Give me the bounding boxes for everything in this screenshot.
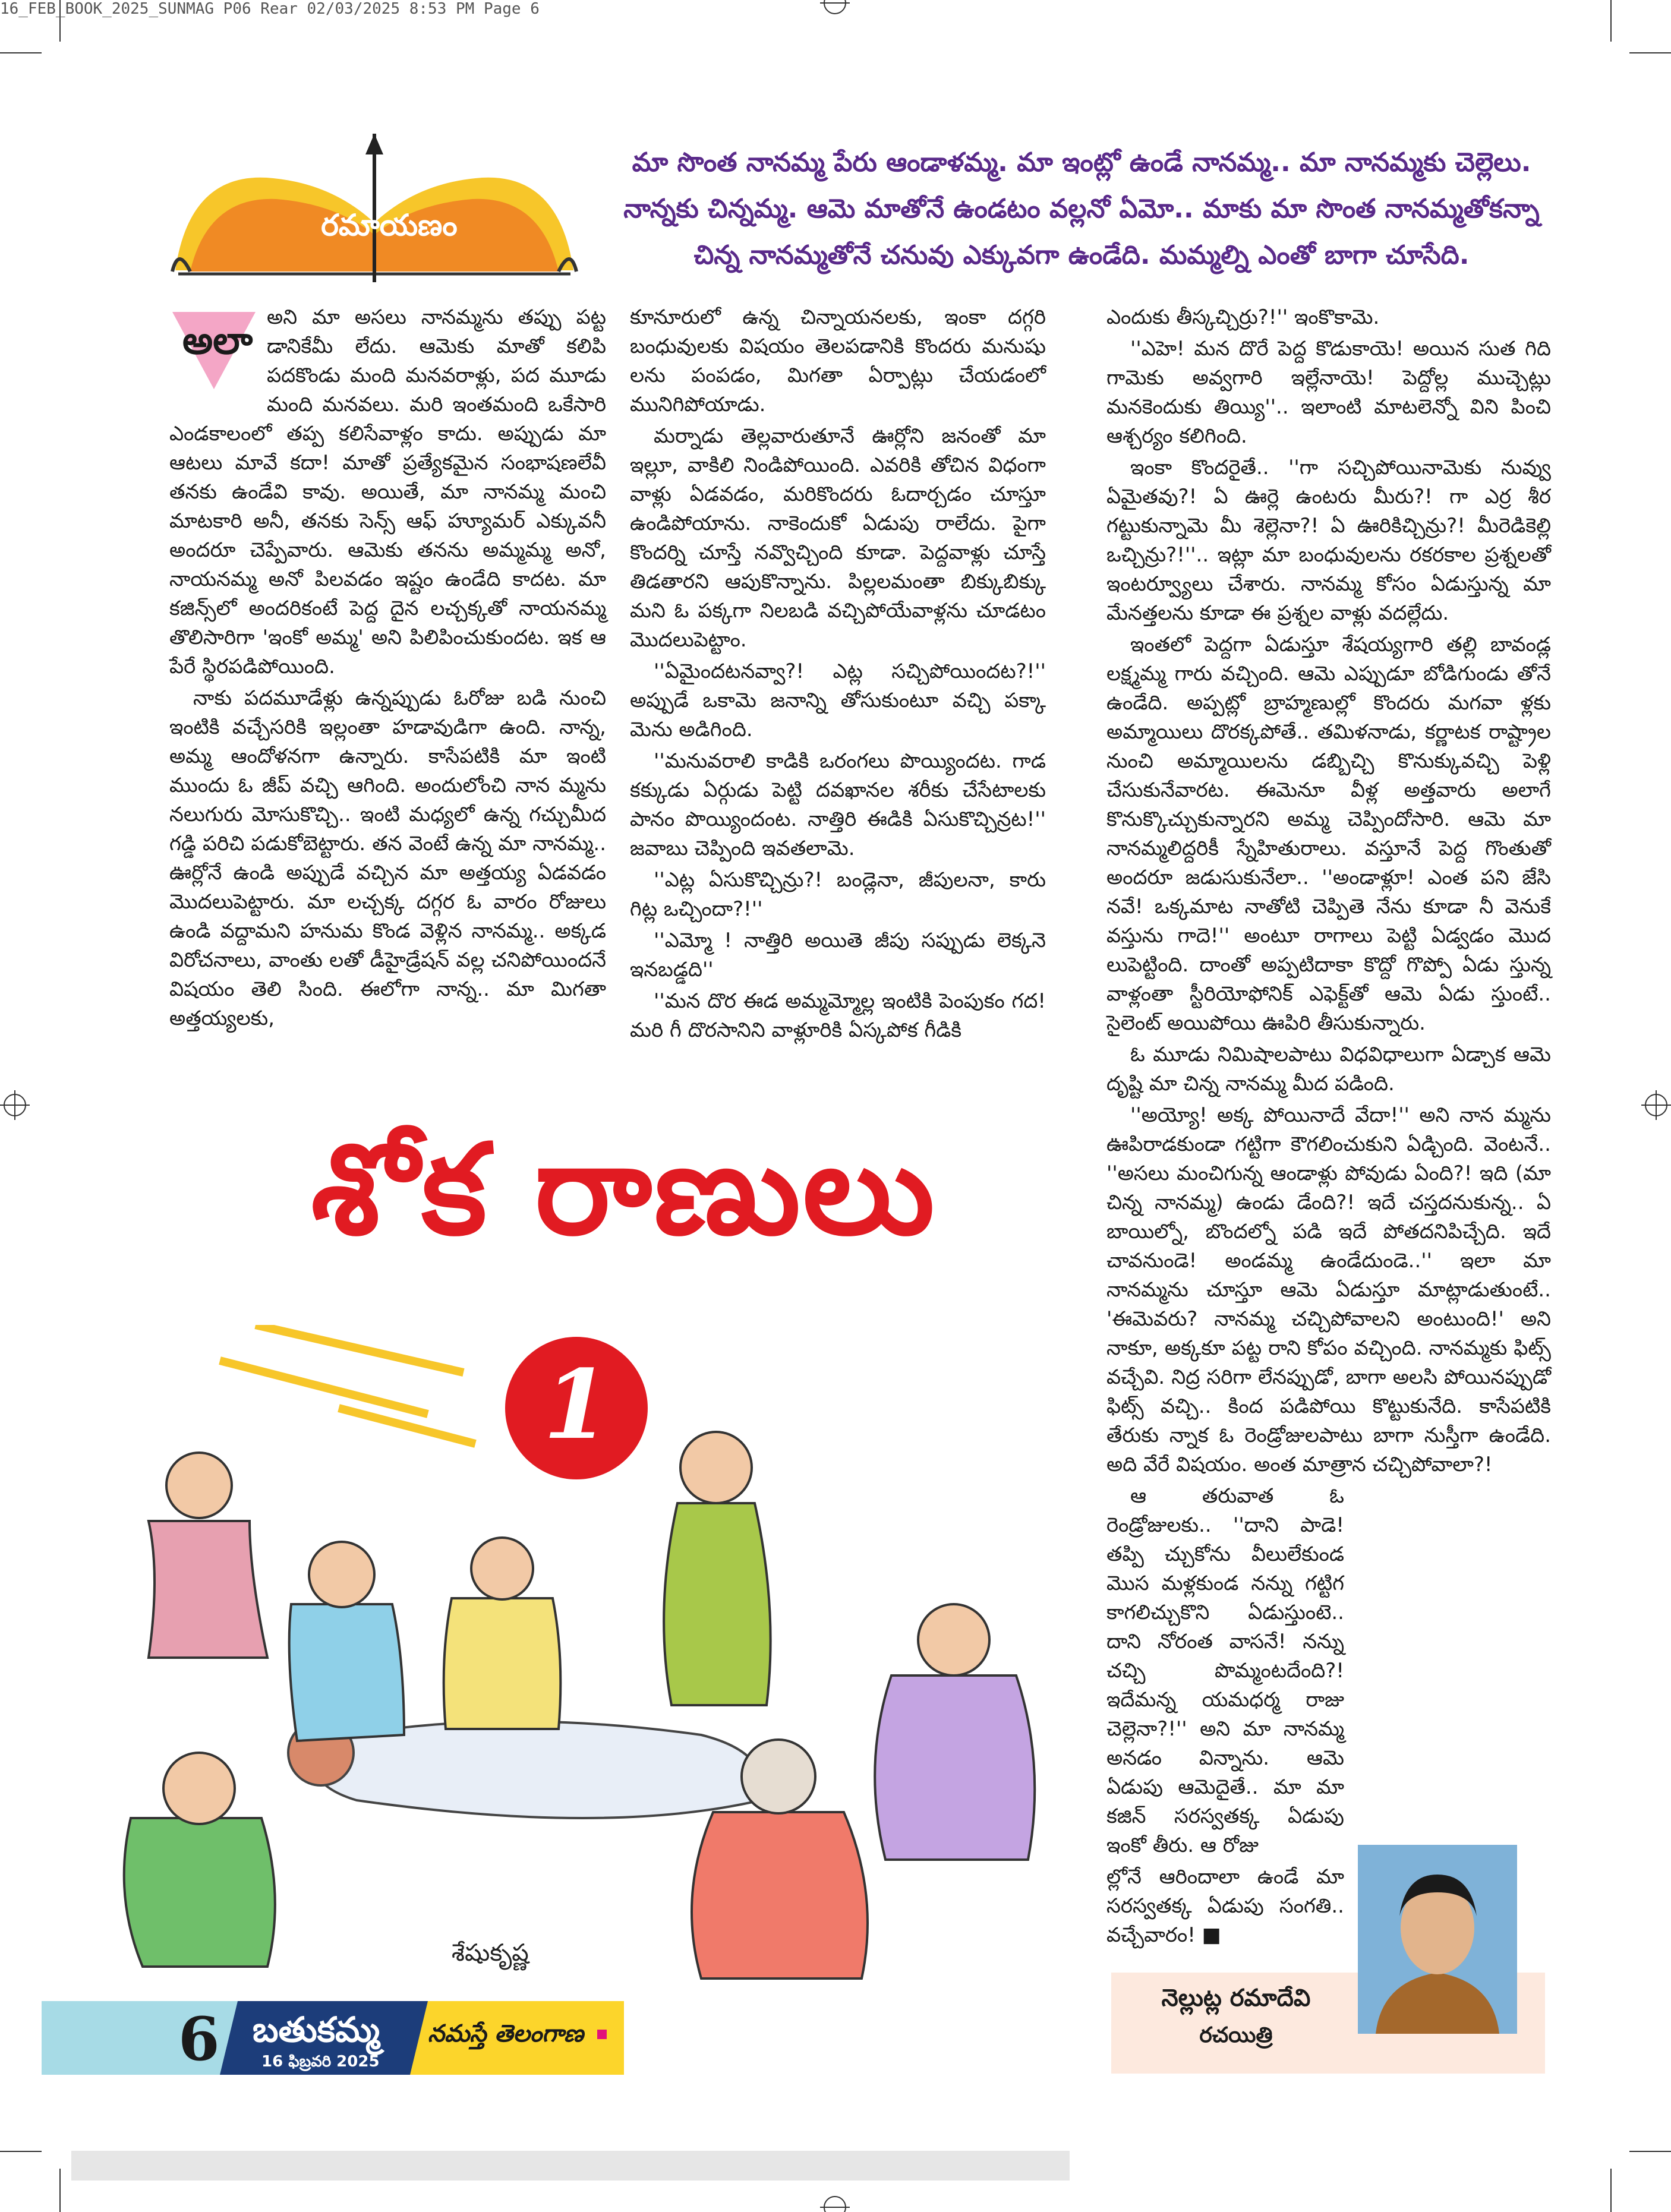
body-paragraph: ''మన దొర ఈడ అమ్మమ్మోల్ల ఇంటికి పెంపుకం గద! మరి గీ దొరసానిని వాళ్లూరికి ఏస్కపోక గీడికి <box>630 989 1046 1042</box>
drop-cap-text: అలా <box>182 319 253 363</box>
intro-line: మా సొంత నానమ్మ పేరు ఆండాళమ్మ. మా ఇంట్లో ఉండే నానమ్మ.. మా నానమ్మకు చెల్లెలు. <box>632 147 1531 178</box>
crop-mark <box>1610 2169 1612 2212</box>
body-paragraph: ఆ తరువాత ఓ రెండ్రోజులకు.. ''దాని పాడె! తప్పి చ్చుకోను వీలులేకుండ మొస మళ్లకుండ నన్ను గట్టిగ కాగలిచ్చుకొని ఏడుస్తుంటె.. దాని నోరంత వాసనే! నన్ను చచ్చి పొమ్మంటదేంది?! ఇదేమన్న యమధర్మ రాజు చెల్లెనా?!'' అని మా నానమ్మ అనడం విన్నాను. ఆమె ఏడుపు ఆమెదైతే.. మా మా కజిన్ సరస్వతక్క ఏడుపు ఇంకో తీరు. ఆ రోజు <box>1106 1484 1344 1857</box>
article-column-2 <box>630 303 1046 1047</box>
body-paragraph: ఓ మూడు నిమిషాలపాటు విధవిధాలుగా ఏడ్చాక ఆమె దృష్టి మా చిన్న నానమ్మ మీద పడింది. <box>1106 1043 1551 1096</box>
article-column-3 <box>1106 303 1551 1952</box>
crop-mark <box>0 52 42 53</box>
body-paragraph: మర్నాడు తెల్లవారుతూనే ఊర్లోని జనంతో మా ఇల్లూ, వాకిలి నిండిపోయింది. ఎవరికి తోచిన విధంగా వాళ్లు ఏడవడం, మరికొందరు ఓదార్చడం చూస్తూ ఉండిపోయాను. నాకెందుకో ఏడుపు రాలేదు. పైగా కొందర్ని చూస్తే నవ్వొచ్చింది కూడా. పెద్దవాళ్లు చూస్తే తిడతారని ఆపుకొన్నాను. పిల్లలమంతా బిక్కుబిక్కు మని ఓ పక్కగా నిలబడి వచ్చిపోయేవాళ్లను చూడటం మొదలుపెట్టాం. <box>630 424 1046 652</box>
intro-line: చిన్న నానమ్మతోనే చనువు ఎక్కువగా ఉండేది. మమ్మల్ని ఎంతో బాగా చూసేది. <box>693 240 1470 270</box>
body-paragraph: నాకు పదమూడేళ్లు ఉన్నప్పుడు ఓరోజు బడి నుంచి ఇంటికి వచ్చేసరికి ఇల్లంతా హడావుడిగా ఉంది. నాన్న, అమ్మ ఆందోళనగా ఉన్నారు. కాసేపటికి మా ఇంటి ముందు ఓ జీప్ వచ్చి ఆగింది. అందులోంచి నాన మ్మను నలుగురు మోసుకొచ్చి.. ఇంటి మధ్యలో ఉన్న గచ్చుమీద గడ్డి పరిచి పడుకోబెట్టారు. తన వెంటే ఉన్న మా నానమ్మ.. ఊర్లోనే ఉండి అప్పుడే వచ్చిన మా అత్తయ్య ఏడవడం మొదలుపెట్టారు. మా లచ్చక్క దగ్గర ఓ వారం రోజులు ఉండి వద్దామని హనుమ కొండ వెళ్లిన నానమ్మ.. అక్కడ విరోచనాలు, వాంతు లతో డీహైడ్రేషన్ వల్ల చనిపోయిందనే విషయం తెలి సింది. ఈలోగా నాన్న.. మా మిగతా అత్తయ్యలకు, <box>169 686 606 1030</box>
body-paragraph: ఇంకా కొందరైతే.. ''గా సచ్చిపోయినామెకు నువ్వు ఏమైతవు?! ఏ ఊర్లె ఉంటరు మీరు?! గా ఎర్ర శీర గట్టుకున్నామె మీ శెల్లెనా?! ఏ ఊరికిచ్చిన్రు?! మీరెడికెల్లి ఒచ్చిన్రు?!''.. ఇట్లా మా బంధువులను రకరకాల ప్రశ్నలతో ఇంటర్వ్యూలు చేశారు. నానమ్మ కోసం ఏడుస్తున్న మా మేనత్తలను కూడా ఈ ప్రశ్నల వాళ్లు వదల్లేదు. <box>1106 456 1551 625</box>
newspaper-name: నమస్తే తెలంగాణ <box>428 2020 584 2047</box>
body-paragraph: ''ఏమైందటనవ్వా?! ఎట్ల సచ్చిపోయిందట?!'' అప్పుడే ఒకామె జనాన్ని తోసుకుంటూ వచ్చి పక్కా మెను అడిగింది. <box>630 660 1046 741</box>
body-paragraph: అని మా అసలు నానమ్మను తప్పు పట్ట డానికేమీ లేదు. ఆమెకు మాతో కలిపి పదకొండు మంది మనవరాళ్లు, పద మూడు మంది మనవలు. మరి ఇంతమంది ఒకేసారి ఎండకాలంలో తప్ప కలిసేవాళ్లం కాదు. అప్పుడు మా ఆటలు మావే కదా! మాతో ప్రత్యేకమైన సంభాషణలేవీ తనకు ఉండేవి కావు. అయితే, మా నానమ్మ మంచి మాటకారి అనీ, తనకు సెన్స్ ఆఫ్ హ్యూమర్ ఎక్కువనీ అందరూ చెప్పేవారు. ఆమెకు తనను అమ్మమ్మ అనో, నాయనమ్మ అనో పిలవడం ఇష్టం ఉండేది కాదట. మా కజిన్స్‌లో అందరికంటే పెద్ద దైన లచ్చక్కతో నాయనమ్మ తొలిసారిగా 'ఇంకో అమ్మ' అని పిలిపించుకుందట. ఇక ఆ పేరే స్థిరపడిపోయింది. <box>169 305 606 679</box>
author-photo <box>1358 1845 1517 2034</box>
crop-mark <box>1629 2151 1671 2152</box>
body-paragraph: ల్లోనే ఆరిందాలా ఉండే మా సరస్వతక్క ఏడుపు సంగతి.. వచ్చేవారం! ■ <box>1106 1865 1344 1947</box>
author-name: నెల్లుట్ల రమాదేవి <box>1161 1984 1311 2012</box>
crop-mark <box>59 2169 61 2212</box>
intro-paragraph <box>600 140 1563 279</box>
body-paragraph: ఎందుకు తీస్కచ్చిర్రు?!'' ఇంకొకామె. <box>1106 305 1380 329</box>
article-column-1 <box>169 303 606 1036</box>
bottom-bar <box>71 2151 1070 2181</box>
author-role: రచయిత్రి <box>1199 2023 1273 2047</box>
part-number-badge <box>502 1334 651 1482</box>
part-number: 1 <box>543 1349 610 1460</box>
registration-mark-icon <box>820 2192 850 2212</box>
intro-line: నాన్నకు చిన్నమ్మ. ఆమె మాతోనే ఉండటం వల్లనో ఏమో.. మాకు మా సొంత నానమ్మతోకన్నా <box>623 194 1540 224</box>
registration-mark-icon <box>1641 1090 1671 1120</box>
magazine-name: బతుకమ్మ <box>253 2009 380 2050</box>
drop-cap <box>169 303 258 392</box>
registration-mark-icon <box>0 1090 30 1120</box>
body-paragraph: ఇంతలో పెద్దగా ఏడుస్తూ శేషయ్యగారి తల్లి బావండ్ల లక్ష్మమ్మ గారు వచ్చింది. ఆమె ఎప్పుడూ బోడిగుండు తోనే ఉండేది. అప్పట్లో బ్రాహ్మణుల్లో కొందరు మగవా ళ్లకు అమ్మాయిలు దొరక్కపోతే.. తమిళనాడు, కర్ణాటక రాష్ట్రాల నుంచి అమ్మాయిలను డబ్బిచ్చి కొనుక్కువచ్చి పెళ్లి చేసుకునేవారట. ఈమెనూ వీళ్ల అత్తవారు అలాగే కొనుక్కొచ్చుకున్నారని అమ్మ చెప్పిందోసారి. ఆమె మా నానమ్మలిద్దరికీ స్నేహితురాలు. వస్తూనే పెద్ద గొంతుతో అందరూ జడుసుకునేలా.. ''అండాళ్లూ! ఎంత పని జేసి నవే! ఒక్కమాట నాతోటి చెప్పితె నేను కూడా నీ వెనుకే వస్తును గాదె!'' అంటూ రాగాలు పెట్టి ఏడ్వడం మొద లుపెట్టింది. దాంతో అప్పటిదాకా కొద్దో గొప్పో ఏడు స్తున్న వాళ్లంతా స్టీరియోఫోనిక్ ఎఫెక్ట్‌తో ఆమె ఏడు స్తుంటే.. సైలెంట్ అయిపోయి ఊపిరి తీసుకున్నారు. <box>1106 633 1551 1035</box>
page-number: 6 <box>178 2004 220 2074</box>
body-paragraph: ''ఎట్ల ఏసుకొచ్చిన్రు?! బండ్లెనా, జీపులనా, కారు గిట్ల ఒచ్చిందా?!'' <box>630 868 1046 921</box>
illustrator-signature: శేషుకృష్ణ <box>452 1939 529 1967</box>
issue-date: 16 ఫిబ్రవరి 2025 <box>261 2053 380 2071</box>
registration-mark-icon <box>820 0 850 18</box>
crop-mark <box>0 2151 42 2152</box>
body-paragraph: ''మనువరాలి కాడికి ఒరంగలు పొయ్యిందట. గాడ కక్కుడు ఏర్గుడు పెట్టి దవఖానల శరీకు చేసేటాలకు పానం పొయ్యిందంట. నాత్తిరి ఈడికి ఏసుకొచ్చిన్రట!'' జవాబు చెప్పింది ఇవతలామె. <box>630 749 1046 860</box>
body-paragraph: కూనూరులో ఉన్న చిన్నాయనలకు, ఇంకా దగ్గరి బంధువులకు విషయం తెలపడానికి కొందరు మనుషు లను పంపడం, మిగతా ఏర్పాట్లు చేయడంలో మునిగిపోయాడు. <box>630 305 1046 416</box>
body-paragraph: ''ఎమ్మో ! నాత్తిరి అయితె జీపు సప్పుడు లెక్కనె ఇనబడ్డది'' <box>630 929 1046 982</box>
crop-mark <box>1629 52 1671 53</box>
section-label: రమాయణం <box>321 208 458 242</box>
crop-mark <box>1610 0 1612 42</box>
story-title: శోక రాణులు <box>311 1117 937 1263</box>
print-slug: 16_FEB_BOOK_2025_SUNMAG P06 Rear 02/03/2025 8:53 PM Page 6 <box>0 0 540 18</box>
body-paragraph: ''ఎహె! మన దొరే పెద్ద కొడుకాయె! అయిన సుత గిది గామెకు అవ్వగారి ఇల్లేనాయె! పెద్దోల్ల ముచ్చెట్లు మనకెందుకు తియ్యి''.. ఇలాంటి మాటలెన్నో విని పించి ఆశ్చర్యం కలిగింది. <box>1106 337 1551 448</box>
body-paragraph: ''అయ్యో! అక్క పోయినాదే వేదా!'' అని నాన మ్మను ఊపిరాడకుండా గట్టిగా కౌగలించుకుని ఏడ్చింది. వెంటనే.. ''అసలు మంచిగున్న ఆండాళ్లు పోవుడు ఏంది?! ఇది (మా చిన్న నానమ్మ) ఉండు డేంది?! ఇదే చస్తదనుకున్న.. ఏ బాయిల్నో, బొందల్నో పడి ఇదే పోతదనిపిచ్చేది. ఇదే చావనుండె! అండమ్మ ఉండేదుండె..'' ఇలా మా నానమ్మను చూస్తూ ఆమె ఏడుస్తూ మాట్లాడుతుంటే.. 'ఈమెవరు? నానమ్మ చచ్చిపోవాలని అంటుంది!' అని నాకూ, అక్కకూ పట్ట రాని కోపం వచ్చింది. నానమ్మకు ఫిట్స్ వచ్చేవి. నిద్ర సరిగా లేనప్పుడో, బాగా అలసి పోయినప్పుడో ఫిట్స్ వచ్చి.. కింద పడిపోయి కొట్టుకునేది. కాసేపటికి తేరుకు న్నాక ఓ రెండ్రోజులపాటు బాగా నుస్తీగా ఉండేది. అది వేరే విషయం. అంత మాత్రాన చచ్చిపోవాలా?! <box>1106 1103 1551 1476</box>
